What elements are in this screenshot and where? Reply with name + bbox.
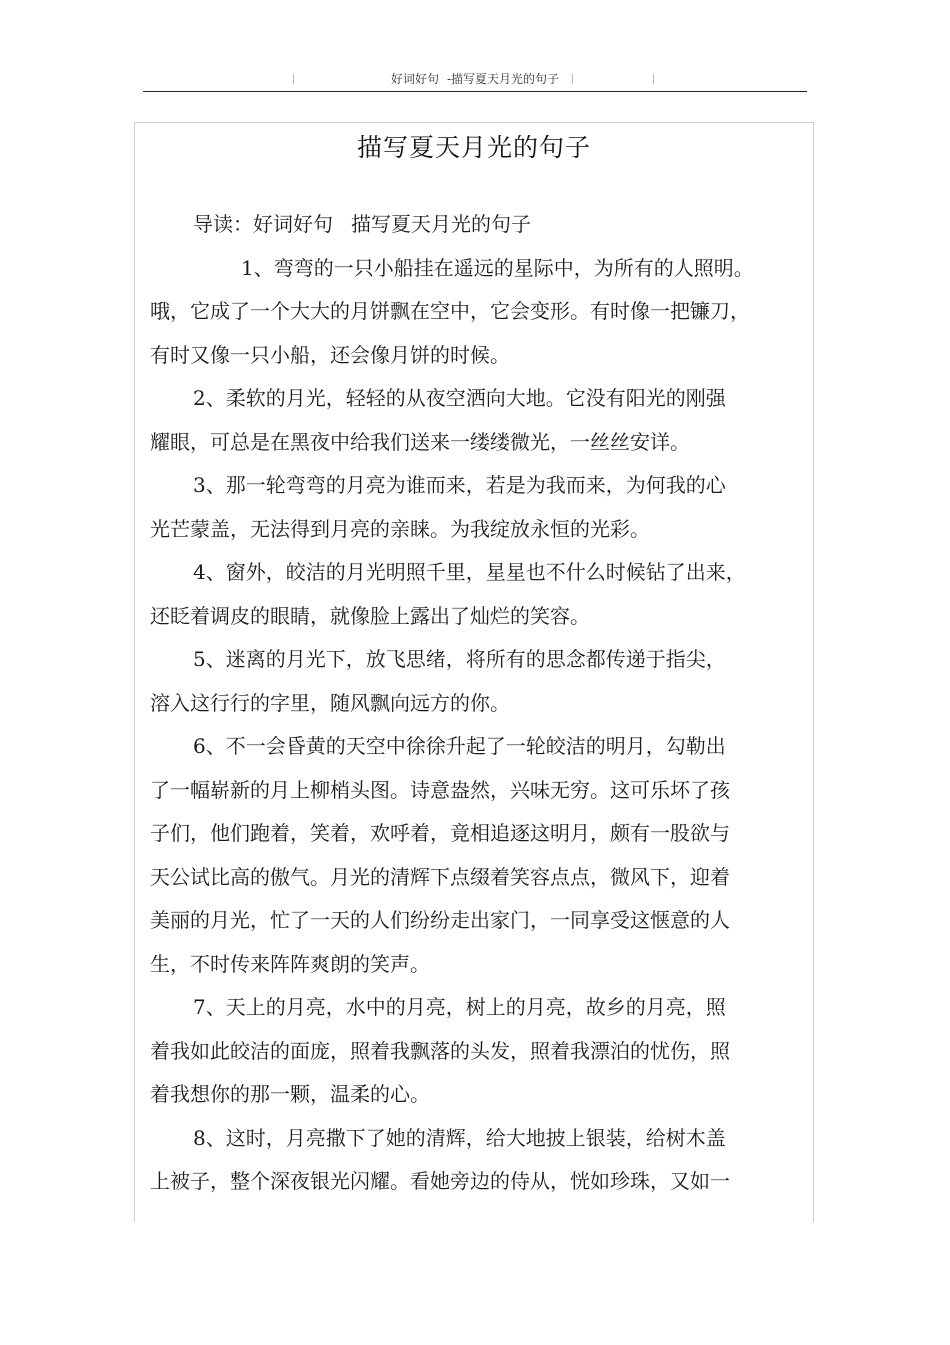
paragraph-line: 2、柔软的月光，轻轻的从夜空洒向大地。它没有阳光的刚强 [193, 386, 726, 410]
paragraph-line: 还眨着调皮的眼睛，就像脸上露出了灿烂的笑容。 [150, 604, 590, 628]
paragraph-line: 着我如此皎洁的面庞，照着我飘落的头发，照着我漂泊的忧伤，照 [150, 1039, 730, 1063]
paragraph-line: 美丽的月光，忙了一天的人们纷纷走出家门，一同享受这惬意的人 [150, 908, 730, 932]
header-label-right: -描写夏天月光的句子 [446, 72, 560, 86]
paragraph-line: 上被子，整个深夜银光闪耀。看她旁边的侍从，恍如珍珠，又如一 [150, 1169, 730, 1193]
header-tick-right [653, 74, 654, 84]
header-text [143, 70, 807, 87]
paragraph-line: 5、迷离的月光下，放飞思绪，将所有的思念都传递于指尖， [193, 647, 726, 671]
paragraph-line: 1、弯弯的一只小船挂在遥远的星际中，为所有的人照明。 [241, 256, 754, 280]
page-header [143, 68, 807, 90]
paragraph-line: 溶入这行行的字里，随风飘向远方的你。 [150, 691, 510, 715]
paragraph-line: 4、窗外，皎洁的月光明照千里，星星也不什么时候钻了出来， [193, 560, 746, 584]
paragraph-line: 3、那一轮弯弯的月亮为谁而来，若是为我而来，为何我的心 [193, 473, 726, 497]
paragraph-line: 生，不时传来阵阵爽朗的笑声。 [150, 952, 430, 976]
paragraph-line: 8、这时，月亮撒下了她的清辉，给大地披上银装，给树木盖 [193, 1126, 726, 1150]
header-label-left: 好词好句 [390, 72, 439, 86]
header-tick-mid [572, 74, 573, 84]
header-rule [143, 91, 807, 92]
intro-label: 导读：好词好句 [193, 212, 333, 236]
paragraph-line: 天公试比高的傲气。月光的清辉下点缀着笑容点点，微风下，迎着 [150, 865, 730, 889]
intro-line [193, 208, 531, 237]
document-title: 描写夏天月光的句子 [356, 133, 591, 162]
paragraph-line: 哦，它成了一个大大的月饼飘在空中，它会变形。有时像一把镰刀， [150, 299, 750, 323]
paragraph-line: 有时又像一只小船，还会像月饼的时候。 [150, 343, 510, 367]
paragraph-line: 7、天上的月亮，水中的月亮，树上的月亮，故乡的月亮，照 [193, 995, 726, 1019]
paragraph-line: 着我想你的那一颗，温柔的心。 [150, 1082, 430, 1106]
paragraph-line: 6、不一会昏黄的天空中徐徐升起了一轮皎洁的明月，勾勒出 [193, 734, 726, 758]
paragraph-line: 子们，他们跑着，笑着，欢呼着，竟相追逐这明月，颇有一股欲与 [150, 821, 730, 845]
paragraph-line: 了一幅崭新的月上柳梢头图。诗意盎然，兴味无穷。这可乐坏了孩 [150, 778, 730, 802]
intro-subject: 描写夏天月光的句子 [351, 212, 531, 236]
paragraph-line: 光芒蒙盖，无法得到月亮的亲睐。为我绽放永恒的光彩。 [150, 517, 650, 541]
paragraph-line: 耀眼，可总是在黑夜中给我们送来一缕缕微光，一丝丝安详。 [150, 430, 690, 454]
